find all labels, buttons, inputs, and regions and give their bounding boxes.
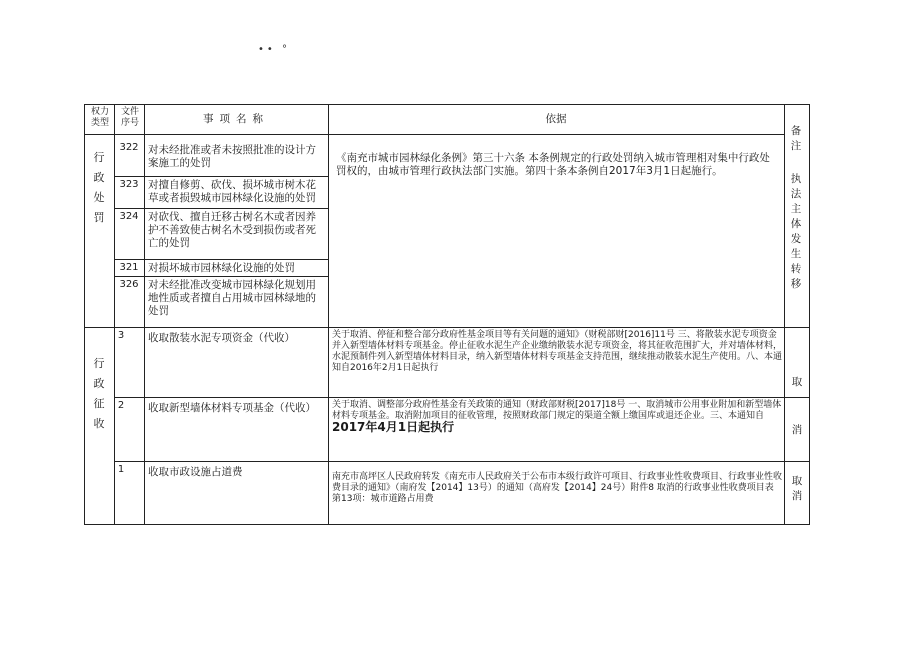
row-divider <box>114 397 810 398</box>
group1-category: 行政处罚 <box>93 151 105 224</box>
group1-remark: 执法主体发生转移 <box>790 173 802 290</box>
group1-row1-no: 322 <box>119 142 139 153</box>
group2-row1-name: 收取散装水泥专项资金（代收） <box>148 332 295 344</box>
group2-category: 行政征收 <box>93 357 105 430</box>
group2-row1-remark: 取 <box>791 376 803 388</box>
group1-row4-no: 321 <box>119 262 139 273</box>
row-divider <box>114 276 328 277</box>
group1-row4-name: 对损坏城市园林绿化设施的处罚 <box>148 262 295 274</box>
group-divider <box>84 327 810 328</box>
group2-row3-no: 1 <box>117 464 125 475</box>
page-top-mark: •• ° <box>258 44 290 55</box>
group2-row2-basis-text: 关于取消、调整部分政府性基金有关政策的通知（财政部财税[2017]18号 一、取消城市公用事业附加和新型墙体材料专项基金。取消附加项目的征收管理，按照财政部门规定的渠道全额上缴国库或退还企业。三、本通知自 <box>332 400 782 421</box>
group1-row5-name: 对未经批准改变城市园林绿化规划用地性质或者擅自占用城市园林绿地的处罚 <box>148 279 316 317</box>
group2-row2-no: 2 <box>117 400 125 411</box>
group2-row3-name: 收取市政设施占道费 <box>148 466 243 478</box>
row-divider <box>114 208 328 209</box>
header-remarks: 备注 <box>790 125 802 152</box>
group2-row2-effective-date: 2017年4月1日起执行 <box>332 420 455 434</box>
row-divider <box>114 259 328 260</box>
header-file-no: 文件序号 <box>120 107 139 128</box>
header-basis: 依据 <box>545 113 567 125</box>
group2-row1-basis: 关于取消、停征和整合部分政府性基金项目等有关问题的通知》（财税部财[2016]11号 三、将散装水泥专项资金并入新型墙体材料专项基金。停止征收水泥生产企业缴纳散装水泥专项资金，将其征收范围扩大，并对墙体材料，水泥预制件列入新型墙体材料目录，纳入新型墙体材料专项基金支持范围，继续推动散装水泥生产使用。八、本通知自2016年2月1日起执行 <box>332 330 783 373</box>
group2-row1-no: 3 <box>117 330 125 341</box>
group1-row5-no: 326 <box>119 279 139 290</box>
group1-row3-name: 对砍伐、擅自迁移古树名木或者因养护不善致使古树名木受到损伤或者死亡的处罚 <box>148 211 316 249</box>
row-divider <box>114 461 810 462</box>
power-list-table <box>84 104 810 525</box>
header-item-name: 事项名称 <box>203 113 269 125</box>
group1-row2-no: 323 <box>119 179 139 190</box>
header-category: 权力类型 <box>90 107 109 128</box>
group1-basis: 《南充市城市园林绿化条例》第三十六条 本条例规定的行政处罚纳入城市管理相对集中行政处罚权的，由城市管理行政执法部门实施。第四十条本条例自2017年3月1日起施行。 <box>336 152 770 177</box>
group2-row2-basis <box>332 400 782 435</box>
row-divider <box>114 176 328 177</box>
group1-row2-name: 对擅自修剪、砍伐、损坏城市树木花草或者损毁城市园林绿化设施的处罚 <box>148 179 316 204</box>
group2-row2-remark: 消 <box>791 424 803 436</box>
row-divider <box>84 134 784 135</box>
group1-row1-name: 对未经批准或者未按照批准的设计方案施工的处罚 <box>148 144 316 169</box>
group2-row3-remark: 取消 <box>791 475 803 502</box>
group2-row2-name: 收取新型墙体材料专项基金（代收） <box>148 402 316 414</box>
group1-row3-no: 324 <box>119 211 139 222</box>
group2-row3-basis: 南充市高坪区人民政府转发《南充市人民政府关于公布市本级行政许可项目、行政事业性收费项目、行政事业性收费目录的通知》（南府发【2014】13号）的通知（高府发【2014】24号）附件8 取消的行政事业性收费项目表第13项：城市道路占用费 <box>332 472 783 504</box>
